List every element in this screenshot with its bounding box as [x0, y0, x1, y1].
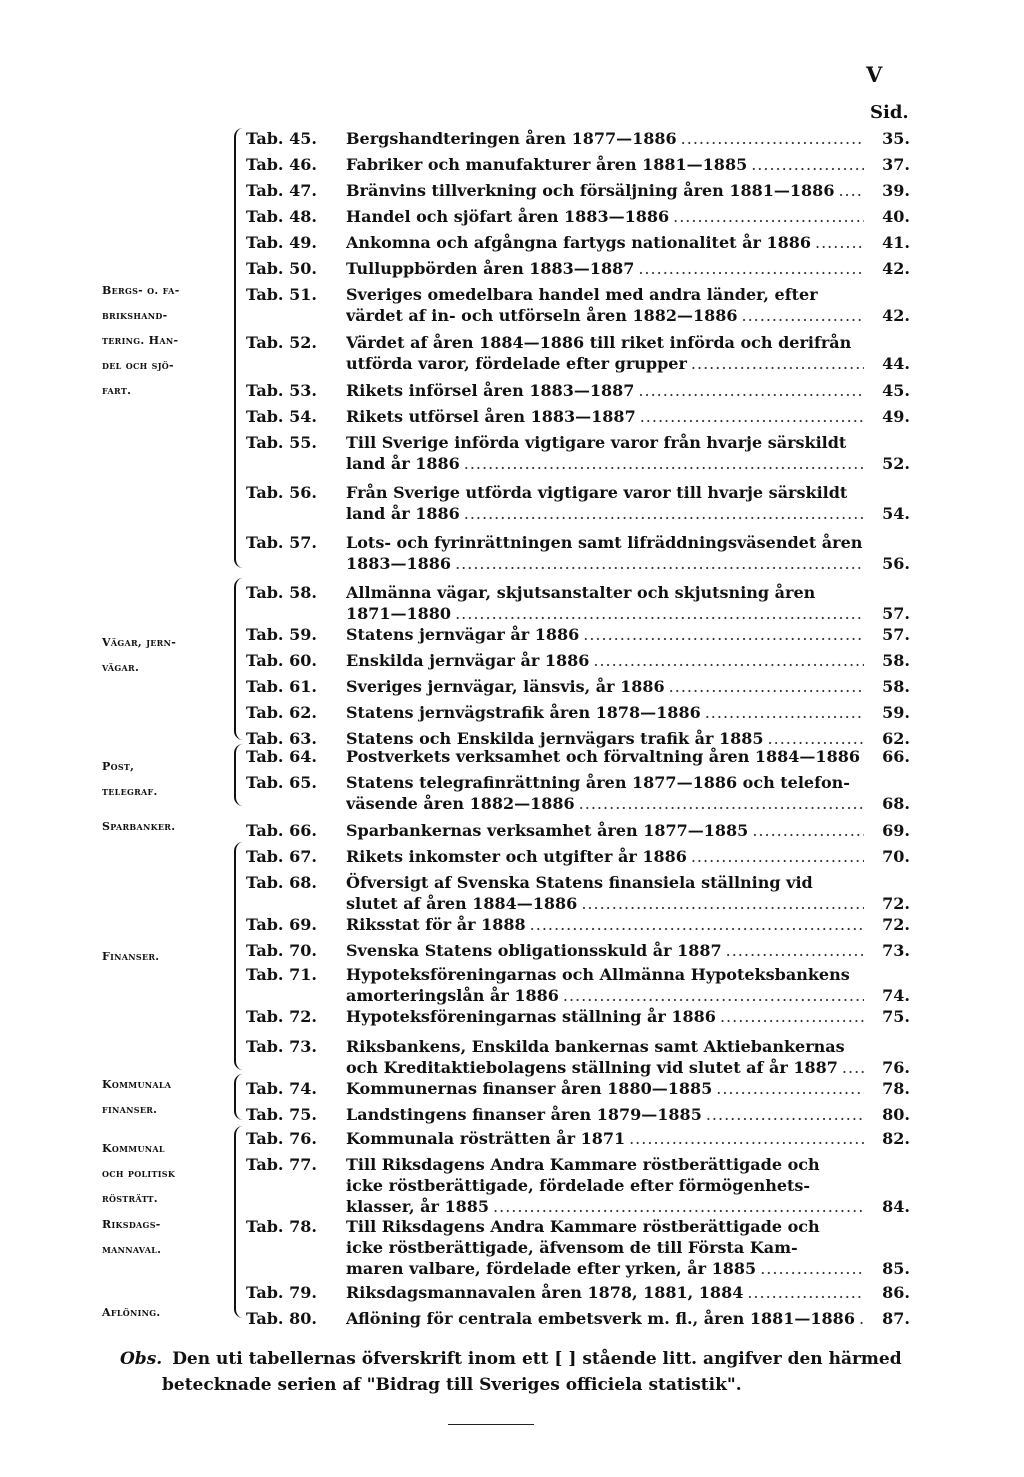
- table-number: Tab. 70.: [246, 941, 317, 960]
- table-number: Tab. 67.: [246, 847, 317, 866]
- table-number: Tab. 71.: [246, 965, 317, 984]
- entry-title-line: väsende åren 1882—1886 .....: [346, 793, 864, 814]
- page-reference: 56.: [882, 554, 910, 573]
- page-reference: 68.: [882, 794, 910, 813]
- entry-title-line: Från Sverige utförda vigtigare varor till hvarje särskildt: [346, 483, 848, 502]
- entry-title-line: Rikets utförsel åren 1883—1887 .....: [346, 406, 864, 427]
- table-number: Tab. 46.: [246, 155, 317, 174]
- entry-title-line: Hypoteksföreningarnas och Allmänna Hypoteksbankens: [346, 965, 850, 984]
- page-reference: 45.: [882, 381, 910, 400]
- entry-title-line: värdet af in- och utförseln åren 1882—1886 .....: [346, 305, 864, 326]
- section-label-line: och politisk: [102, 1167, 176, 1180]
- entry-title-line: Öfversigt af Svenska Statens finansiela ställning vid: [346, 873, 813, 892]
- table-number: Tab. 73.: [246, 1037, 317, 1056]
- page-reference: 80.: [882, 1105, 910, 1124]
- page-reference: 44.: [882, 354, 910, 373]
- section-label-line: tering. Han-: [102, 334, 179, 347]
- entry-title-line: Bergshandteringen åren 1877—1886 .....: [346, 128, 864, 149]
- section-label-line: Vägar, jern-: [102, 636, 177, 649]
- entry-title: [346, 624, 864, 645]
- closing-rule: [448, 1424, 534, 1425]
- brace: [234, 128, 246, 568]
- table-number: Tab. 50.: [246, 259, 317, 278]
- page-reference: 70.: [882, 847, 910, 866]
- page-reference: 58.: [882, 651, 910, 670]
- page-reference: 42.: [882, 306, 910, 325]
- entry-title: [346, 650, 864, 671]
- entry-title: [346, 532, 864, 574]
- page-reference: 49.: [882, 407, 910, 426]
- page-reference: 87.: [882, 1309, 910, 1328]
- page-reference: 57.: [882, 604, 910, 623]
- table-number: Tab. 62.: [246, 703, 317, 722]
- entry-title: [346, 820, 864, 841]
- brace: [234, 744, 246, 806]
- entry-title-line: Landstingens finanser åren 1879—1885 .....: [346, 1104, 864, 1125]
- page-reference: 85.: [882, 1259, 910, 1278]
- section-label-line: Finanser.: [102, 950, 160, 963]
- table-number: Tab. 49.: [246, 233, 317, 252]
- entry-title-line: amorteringslån år 1886 .....: [346, 985, 864, 1006]
- entry-title: [346, 914, 864, 935]
- table-number: Tab. 45.: [246, 129, 317, 148]
- page-reference: 54.: [882, 504, 910, 523]
- table-number: Tab. 55.: [246, 433, 317, 452]
- entry-title-line: Värdet af åren 1884—1886 till riket införda och derifrån: [346, 333, 852, 352]
- brace: [234, 1126, 246, 1318]
- brace: [234, 842, 246, 1070]
- entry-title: [346, 180, 864, 201]
- entry-title: [346, 406, 864, 427]
- section-label-line: brikshand-: [102, 309, 168, 322]
- entry-title-line: Kommunernas finanser åren 1880—1885 .....: [346, 1078, 864, 1099]
- section-label-line: finanser.: [102, 1103, 158, 1116]
- entry-title-line: Till Riksdagens Andra Kammare röstberättigade och: [346, 1217, 820, 1236]
- table-number: Tab. 79.: [246, 1283, 317, 1302]
- entry-title-line: Handel och sjöfart åren 1883—1886 .....: [346, 206, 864, 227]
- entry-title-line: Sveriges jernvägar, länsvis, år 1886 .....: [346, 676, 864, 697]
- entry-title-line: Till Sverige införda vigtigare varor från hvarje särskildt: [346, 433, 847, 452]
- entry-title-line: Sveriges omedelbara handel med andra länder, efter: [346, 285, 818, 304]
- page-reference: 58.: [882, 677, 910, 696]
- entry-title-line: Svenska Statens obligationsskuld år 1887 .....: [346, 940, 864, 961]
- entry-title-line: slutet af åren 1884—1886 .....: [346, 893, 864, 914]
- entry-title-line: 1883—1886 .....: [346, 553, 864, 574]
- entry-title-line: Statens jernvägar år 1886 .....: [346, 624, 864, 645]
- entry-title-line: Sparbankernas verksamhet åren 1877—1885 .....: [346, 820, 864, 841]
- section-label-line: telegraf.: [102, 785, 158, 798]
- entry-title: [346, 1128, 864, 1149]
- entry-title-line: Fabriker och manufakturer åren 1881—1885 .....: [346, 154, 864, 175]
- entry-title-line: Statens och Enskilda jernvägars trafik år 1885 .....: [346, 728, 864, 749]
- entry-title-line: icke röstberättigade, fördelade efter förmögenhets-: [346, 1176, 811, 1195]
- page-reference: 40.: [882, 207, 910, 226]
- entry-title-line: Riksstat för år 1888 .....: [346, 914, 864, 935]
- section-label-line: Kommunala: [102, 1078, 172, 1091]
- page-reference: 72.: [882, 915, 910, 934]
- page-reference: 57.: [882, 625, 910, 644]
- section-label-line: Sparbanker.: [102, 820, 176, 833]
- entry-title-line: utförda varor, fördelade efter grupper .....: [346, 353, 864, 374]
- table-number: Tab. 59.: [246, 625, 317, 644]
- table-number: Tab. 68.: [246, 873, 317, 892]
- table-number: Tab. 53.: [246, 381, 317, 400]
- table-number: Tab. 72.: [246, 1007, 317, 1026]
- entry-title-line: Kommunala rösträtten år 1871 .....: [346, 1128, 864, 1149]
- page-reference: 72.: [882, 894, 910, 913]
- entry-title: [346, 746, 864, 767]
- entry-title: [346, 482, 864, 524]
- table-number: Tab. 66.: [246, 821, 317, 840]
- table-number: Tab. 80.: [246, 1309, 317, 1328]
- page-reference: 75.: [882, 1007, 910, 1026]
- page-reference: 78.: [882, 1079, 910, 1098]
- entry-title-line: Rikets inkomster och utgifter år 1886 .....: [346, 846, 864, 867]
- entry-title: [346, 582, 864, 624]
- section-label-line: Post,: [102, 760, 135, 773]
- entry-title: [346, 380, 864, 401]
- entry-title-line: Statens jernvägstrafik åren 1878—1886 .....: [346, 702, 864, 723]
- page-column-header: Sid.: [870, 102, 909, 123]
- table-number: Tab. 64.: [246, 747, 317, 766]
- footnote-line-2: betecknade serien af "Bidrag till Sveriges officiela statistik".: [162, 1375, 742, 1395]
- page-reference: 84.: [882, 1197, 910, 1216]
- table-number: Tab. 58.: [246, 583, 317, 602]
- entry-title: [346, 1036, 864, 1078]
- table-number: Tab. 75.: [246, 1105, 317, 1124]
- page-reference: 82.: [882, 1129, 910, 1148]
- entry-title-line: Postverkets verksamhet och förvaltning åren 1884—1886 .....: [346, 746, 864, 767]
- entry-title-line: Statens telegrafinrättning åren 1877—1886 och telefon-: [346, 773, 850, 792]
- page-reference: 59.: [882, 703, 910, 722]
- section-label-line: Aflöning.: [102, 1306, 161, 1319]
- table-number: Tab. 47.: [246, 181, 317, 200]
- table-number: Tab. 48.: [246, 207, 317, 226]
- entry-title-line: och Kreditaktiebolagens ställning vid slutet af år 1887 .....: [346, 1057, 864, 1078]
- entry-title: [346, 206, 864, 227]
- page-reference: 73.: [882, 941, 910, 960]
- entry-title-line: land år 1886 .....: [346, 503, 864, 524]
- entry-title-line: land år 1886 .....: [346, 453, 864, 474]
- entry-title: [346, 432, 864, 474]
- section-label-line: rösträtt.: [102, 1192, 158, 1205]
- entry-title: [346, 676, 864, 697]
- entry-title: [346, 772, 864, 814]
- page-reference: 62.: [882, 729, 910, 748]
- section-label-line: Bergs- o. fa-: [102, 284, 180, 297]
- entry-title: [346, 128, 864, 149]
- entry-title-line: maren valbare, fördelade efter yrken, år 1885 .....: [346, 1258, 864, 1279]
- page-reference: 41.: [882, 233, 910, 252]
- table-number: Tab. 60.: [246, 651, 317, 670]
- brace: [234, 1074, 246, 1120]
- footnote-label: Obs.: [120, 1349, 163, 1369]
- entry-title: [346, 1006, 864, 1027]
- page-reference: 35.: [882, 129, 910, 148]
- entry-title-line: icke röstberättigade, äfvensom de till Första Kam-: [346, 1238, 798, 1257]
- entry-title-line: Hypoteksföreningarnas ställning år 1886 .....: [346, 1006, 864, 1027]
- table-number: Tab. 63.: [246, 729, 317, 748]
- table-number: Tab. 52.: [246, 333, 317, 352]
- entry-title: [346, 258, 864, 279]
- table-number: Tab. 57.: [246, 533, 317, 552]
- page-reference: 74.: [882, 986, 910, 1005]
- entry-title-line: Enskilda jernvägar år 1886 .....: [346, 650, 864, 671]
- table-number: Tab. 69.: [246, 915, 317, 934]
- entry-title-line: Riksdagsmannavalen åren 1878, 1881, 1884 .....: [346, 1282, 864, 1303]
- entry-title: [346, 940, 864, 961]
- section-label-line: del och sjö-: [102, 359, 174, 372]
- entry-title: [346, 1104, 864, 1125]
- footnote: [120, 1346, 920, 1398]
- entry-title: [346, 964, 864, 1006]
- brace: [234, 578, 246, 740]
- entry-title-line: Rikets införsel åren 1883—1887 .....: [346, 380, 864, 401]
- entry-title-line: Aflöning för centrala embetsverk m. fl., åren 1881—1886 .....: [346, 1308, 864, 1329]
- entry-title: [346, 1154, 864, 1217]
- entry-title-line: Till Riksdagens Andra Kammare röstberättigade och: [346, 1155, 820, 1174]
- page-reference: 69.: [882, 821, 910, 840]
- section-label-line: vägar.: [102, 661, 140, 674]
- page-number: V: [866, 62, 883, 87]
- section-label-line: Riksdags-: [102, 1218, 161, 1231]
- table-number: Tab. 61.: [246, 677, 317, 696]
- page-reference: 86.: [882, 1283, 910, 1302]
- table-number: Tab. 56.: [246, 483, 317, 502]
- table-number: Tab. 74.: [246, 1079, 317, 1098]
- entry-title: [346, 1308, 864, 1329]
- page-reference: 66.: [882, 747, 910, 766]
- entry-title: [346, 702, 864, 723]
- table-number: Tab. 51.: [246, 285, 317, 304]
- footnote-line-1: Den uti tabellernas öfverskrift inom ett [ ] stående litt. angifver den härmed: [172, 1349, 902, 1369]
- entry-title-line: Lots- och fyrinrättningen samt lifräddningsväsendet åren: [346, 533, 863, 552]
- entry-title: [346, 872, 864, 914]
- entry-title: [346, 1078, 864, 1099]
- entry-title-line: klasser, år 1885 .....: [346, 1196, 864, 1217]
- page-reference: 76.: [882, 1058, 910, 1077]
- entry-title: [346, 284, 864, 326]
- section-label-line: mannaval.: [102, 1243, 162, 1256]
- page-reference: 52.: [882, 454, 910, 473]
- entry-title: [346, 1282, 864, 1303]
- page-reference: 37.: [882, 155, 910, 174]
- entry-title-line: Ankomna och afgångna fartygs nationalitet år 1886 .....: [346, 232, 864, 253]
- entry-title-line: Allmänna vägar, skjutsanstalter och skjutsning åren: [346, 583, 816, 602]
- section-label-line: fart.: [102, 384, 132, 397]
- entry-title-line: Bränvins tillverkning och försäljning åren 1881—1886 .....: [346, 180, 864, 201]
- table-number: Tab. 65.: [246, 773, 317, 792]
- entry-title-line: Riksbankens, Enskilda bankernas samt Aktiebankernas: [346, 1037, 845, 1056]
- entry-title-line: Tulluppbörden åren 1883—1887 .....: [346, 258, 864, 279]
- page-reference: 42.: [882, 259, 910, 278]
- entry-title: [346, 154, 864, 175]
- page-reference: 39.: [882, 181, 910, 200]
- entry-title: [346, 332, 864, 374]
- entry-title: [346, 232, 864, 253]
- table-number: Tab. 76.: [246, 1129, 317, 1148]
- table-number: Tab. 54.: [246, 407, 317, 426]
- entry-title: [346, 846, 864, 867]
- table-number: Tab. 78.: [246, 1217, 317, 1236]
- section-label-line: Kommunal: [102, 1142, 165, 1155]
- entry-title: [346, 1216, 864, 1279]
- table-number: Tab. 77.: [246, 1155, 317, 1174]
- entry-title-line: 1871—1880 .....: [346, 603, 864, 624]
